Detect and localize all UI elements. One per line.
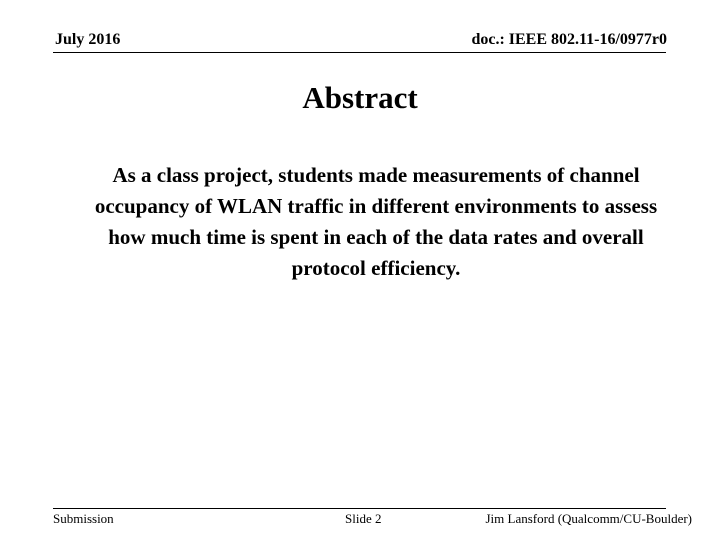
slide-title: Abstract — [302, 80, 418, 115]
footer-author: Jim Lansford (Qualcomm/CU-Boulder) — [485, 511, 692, 526]
header-date: July 2016 — [55, 31, 121, 48]
footer-slide-number: Slide 2 — [345, 511, 382, 526]
abstract-text: As a class project, students made measurements of channel occupancy of WLAN traffic in different environments to assess how much time is spent in each of the data rates and overall protocol efficiency. — [94, 163, 658, 280]
footer-submission: Submission — [53, 511, 114, 526]
footer-divider — [53, 508, 666, 509]
header-document-id: doc.: IEEE 802.11-16/0977r0 — [471, 31, 667, 48]
header-divider — [53, 52, 666, 53]
